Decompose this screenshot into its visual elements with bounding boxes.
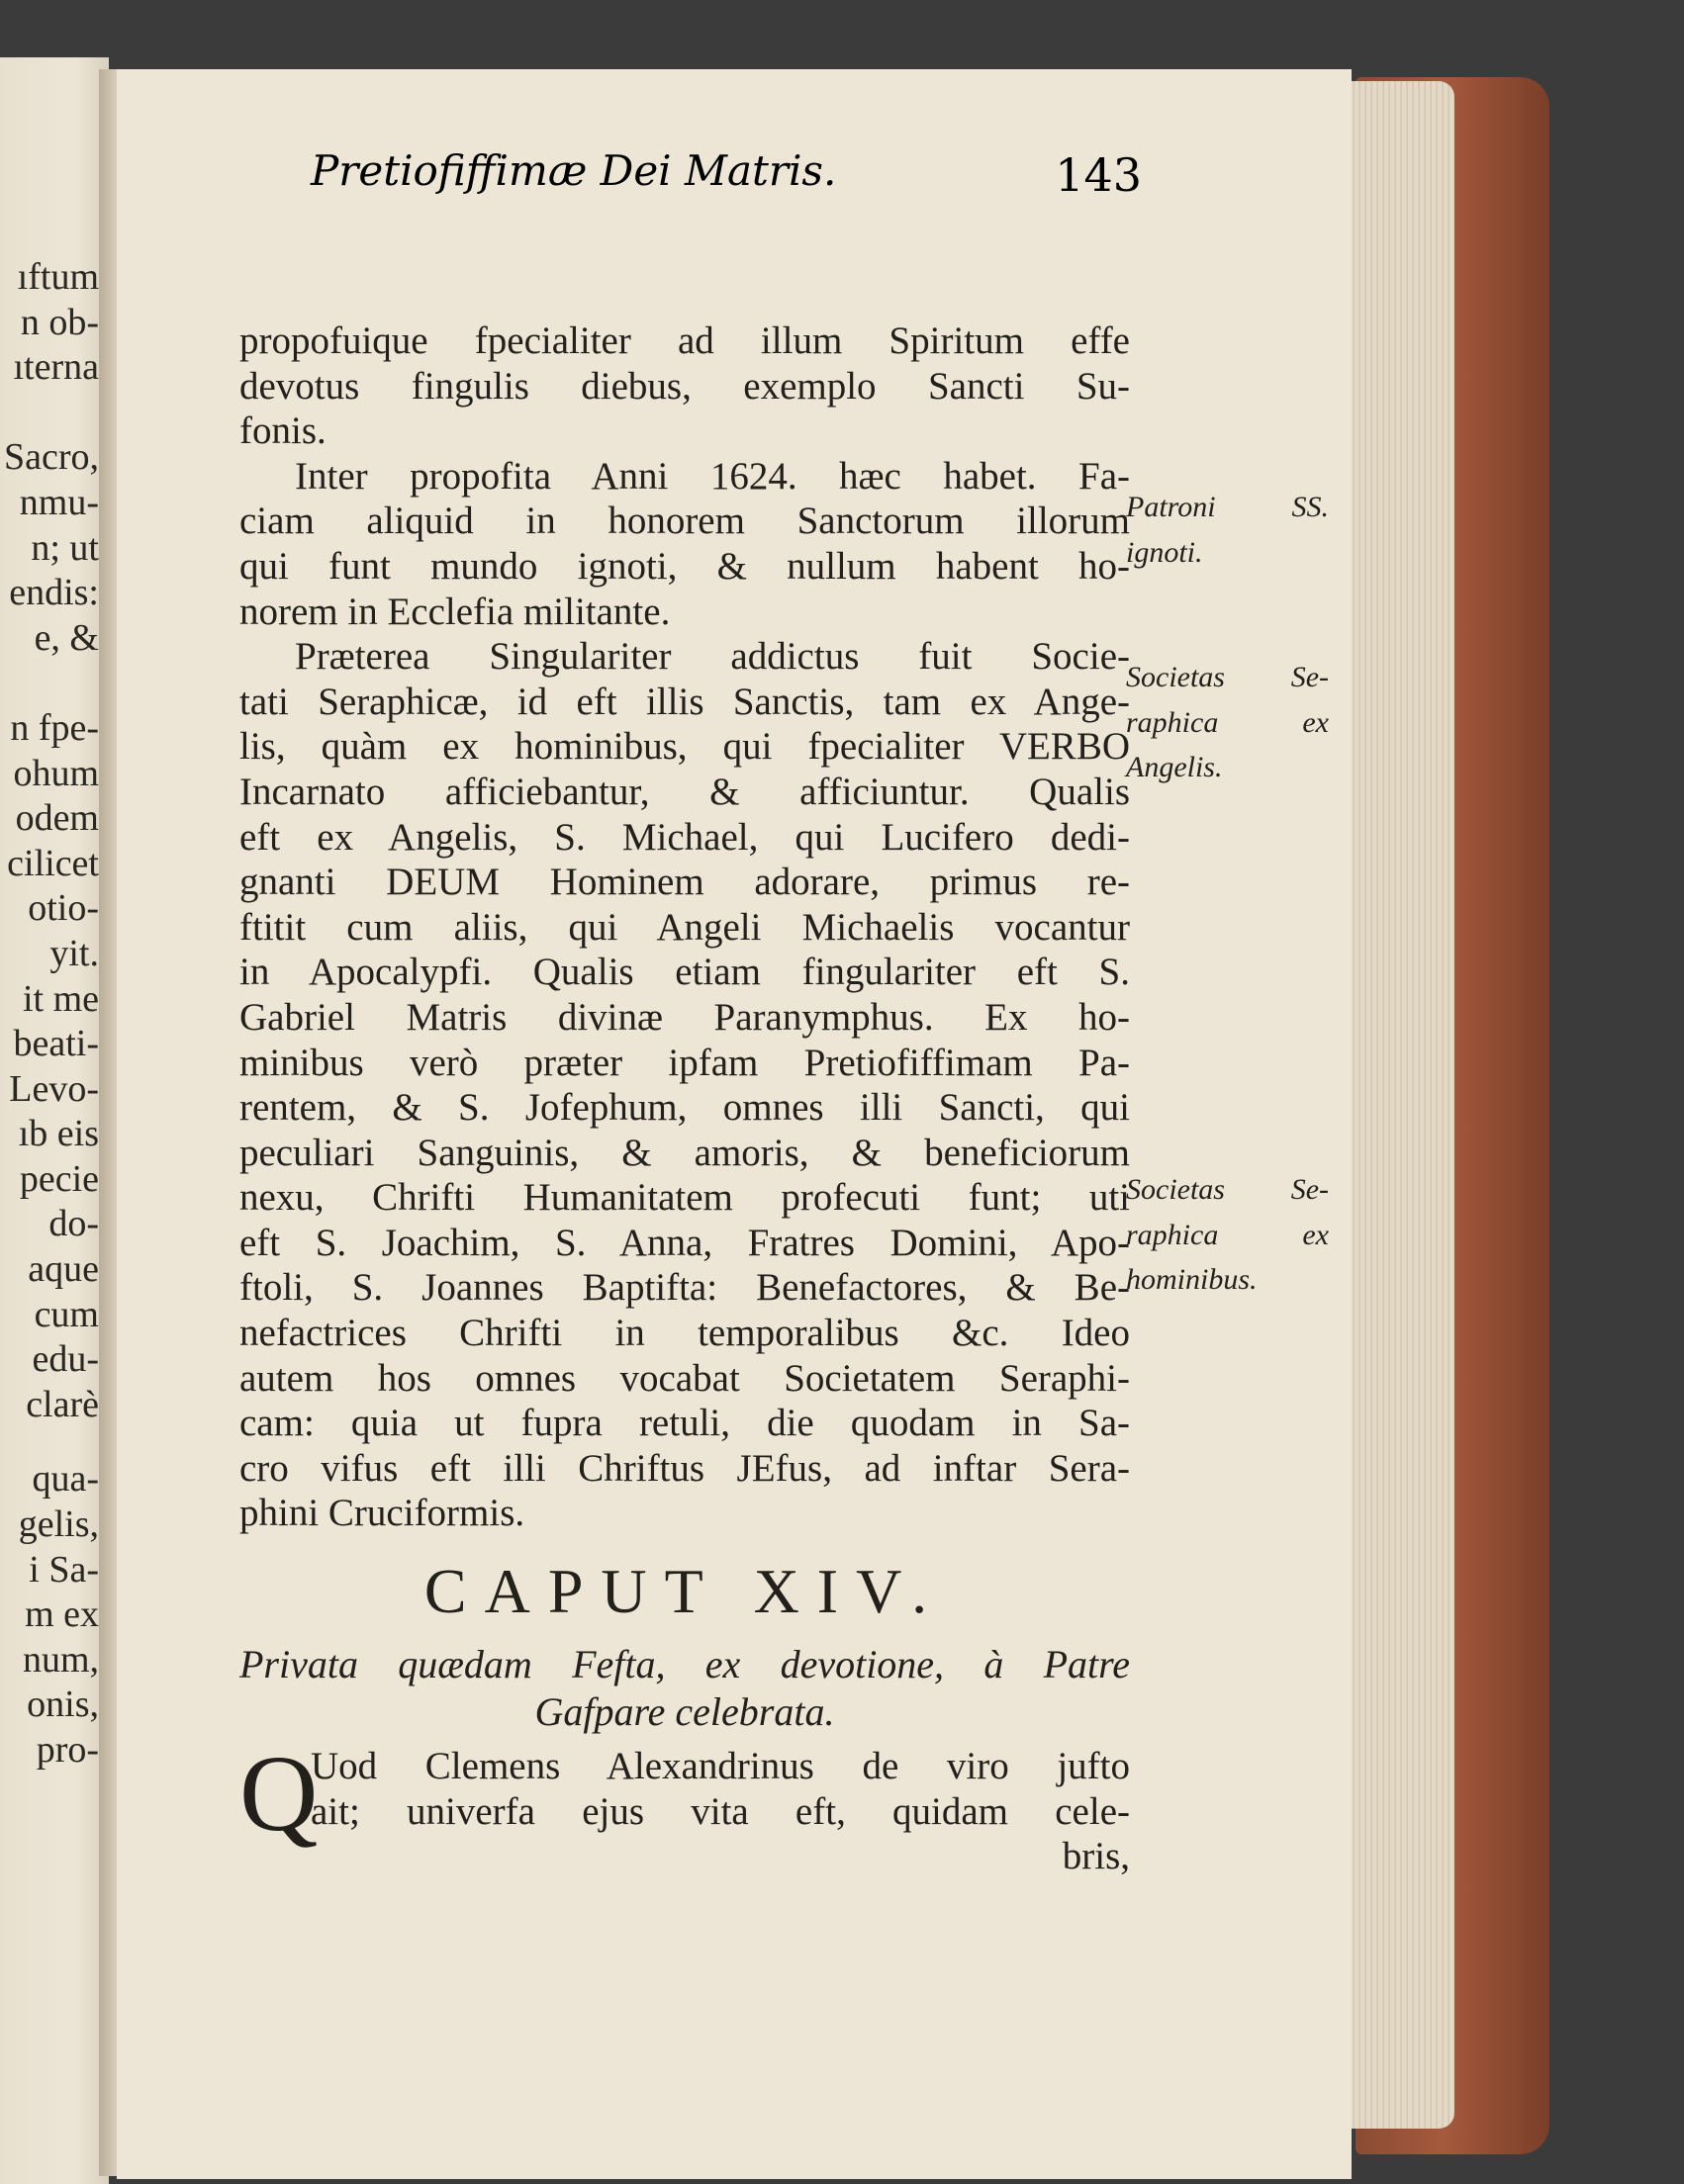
left-page-fragment: Sacro, <box>3 436 99 479</box>
left-page-fragment: onis, <box>27 1684 99 1726</box>
left-page-fragment: do- <box>48 1203 99 1245</box>
left-page-gap <box>0 1427 99 1457</box>
text-line: in Apocalypfi. Qualis etiam fingulariter eft S. <box>239 951 1130 994</box>
margin-note-line: Angelis. <box>1126 751 1223 784</box>
left-page-fragment: qua- <box>32 1458 99 1501</box>
left-page-fragment: m ex <box>25 1593 99 1636</box>
margin-note-line: Societas Se- <box>1126 661 1329 693</box>
left-page-fragment: cum <box>34 1293 99 1335</box>
left-page-fragment: aque <box>28 1248 99 1291</box>
left-page-fragment: n; ut <box>31 526 99 569</box>
text-line: rentem, & S. Jofephum, omnes illi Sancti, qui <box>239 1086 1130 1130</box>
text-line: gnanti DEUM Hominem adorare, primus re- <box>239 861 1130 904</box>
left-page-fragment: clarè <box>26 1383 99 1425</box>
margin-note <box>1126 485 1329 575</box>
left-page-fragment: edu- <box>32 1338 99 1381</box>
left-page <box>0 57 109 2184</box>
text-line: fonis. <box>239 410 327 453</box>
right-page <box>117 69 1352 2179</box>
left-page-fragment: e, & <box>34 616 99 659</box>
left-page-fragment <box>0 661 99 706</box>
text-line: nefactrices Chrifti in temporalibus &c. Ideo <box>239 1312 1130 1355</box>
left-page-fragment: odem <box>15 797 99 840</box>
left-page-fragment: n ob- <box>20 301 99 343</box>
margin-note-line: Societas Se- <box>1126 1173 1329 1206</box>
page-header <box>311 146 1142 206</box>
left-page-fragment: beati- <box>13 1023 99 1065</box>
text-line: devotus fingulis diebus, exemplo Sancti Su- <box>239 364 1130 408</box>
page-number: 143 <box>1055 148 1142 202</box>
left-page-fragment: pecie <box>19 1157 99 1200</box>
left-page-fragment: ıftum <box>17 256 99 298</box>
chapter-subtitle: Privata quædam Fefta, ex devotione, à Patre <box>239 1642 1130 1687</box>
left-page-fragment: num, <box>22 1638 99 1681</box>
margin-note-line: raphica ex <box>1126 1218 1329 1251</box>
text-line: Gabriel Matris divinæ Paranymphus. Ex ho- <box>239 995 1130 1039</box>
left-page-fragment: cilicet <box>7 842 99 884</box>
text-line: phini Cruciformis. <box>239 1492 525 1535</box>
text-line: eft S. Joachim, S. Anna, Fratres Domini, Apo- <box>239 1221 1130 1264</box>
text-lines <box>239 318 1130 1879</box>
left-page-fragment: gelis, <box>18 1503 99 1546</box>
margin-note <box>1126 655 1329 790</box>
text-line: norem in Ecclefia militante. <box>239 590 671 633</box>
text-line: ciam aliquid in honorem Sanctorum illorum <box>239 500 1130 543</box>
left-page-fragment: endis: <box>9 572 99 614</box>
left-page-text <box>0 255 99 1774</box>
margin-note-line: ignoti. <box>1126 535 1203 569</box>
text-line: cro vifus eft illi Chriftus JEfus, ad inftar Sera- <box>239 1446 1130 1490</box>
text-line: ftoli, S. Joannes Baptifta: Benefactores, & Be- <box>239 1266 1130 1310</box>
text-line: Præterea Singulariter addictus fuit Socie- <box>295 635 1130 679</box>
left-page-fragment: ohum <box>13 752 99 794</box>
margin-note <box>1126 1167 1329 1303</box>
margin-note-line: Patroni SS. <box>1126 491 1329 523</box>
opening-paragraph <box>239 1733 1130 1855</box>
text-line: ait; univerfa ejus vita eft, quidam cele- <box>311 1789 1130 1833</box>
text-line: qui funt mundo ignoti, & nullum habent ho- <box>239 544 1130 588</box>
text-line: ftitit cum aliis, qui Angeli Michaelis vocantur <box>239 905 1130 949</box>
drop-cap: Q <box>239 1733 319 1855</box>
left-page-fragment: ıterna <box>13 346 99 389</box>
margin-note-line: hominibus. <box>1126 1263 1258 1297</box>
text-line: cam: quia ut fupra retuli, die quodam in Sa- <box>239 1402 1130 1445</box>
left-page-fragment: pro- <box>36 1729 99 1771</box>
text-line: tati Seraphicæ, id eft illis Sanctis, tam ex Ange- <box>239 680 1130 723</box>
left-page-fragment: nmu- <box>19 481 99 523</box>
text-line: autem hos omnes vocabat Societatem Seraphi- <box>239 1356 1130 1400</box>
margin-note-line: raphica ex <box>1126 705 1329 739</box>
chapter-heading: CAPUT XIV. <box>423 1556 946 1627</box>
left-page-fragment: ıb eis <box>18 1113 99 1155</box>
text-line: propofuique fpecialiter ad illum Spiritum effe <box>239 319 1130 362</box>
catchword: bris, <box>1062 1835 1130 1878</box>
left-page-fragment: otio- <box>28 887 99 930</box>
chapter-subtitle: Gafpare celebrata. <box>534 1689 835 1735</box>
text-line: minibus verò præter ipfam Pretiofiffimam Pa- <box>239 1041 1130 1084</box>
left-page-fragment: yit. <box>49 932 99 974</box>
text-line: eft ex Angelis, S. Michael, qui Lucifero dedi- <box>239 815 1130 859</box>
left-page-fragment: n fpe- <box>10 706 99 749</box>
left-page-fragment: i Sa- <box>29 1548 99 1591</box>
text-line: Uod Clemens Alexandrinus de viro jufto <box>311 1745 1130 1788</box>
text-line: peculiari Sanguinis, & amoris, & beneficiorum <box>239 1131 1130 1174</box>
running-title: Pretiofiffimæ Dei Matris. <box>311 146 837 195</box>
text-line: Incarnato afficiebantur, & afficiuntur. Qualis <box>239 770 1130 813</box>
text-line: nexu, Chrifti Humanitatem profecuti funt; uti <box>239 1176 1130 1220</box>
left-page-fragment: Levo- <box>9 1067 99 1110</box>
text-line: lis, quàm ex hominibus, qui fpecialiter VERBO <box>239 725 1130 769</box>
left-page-fragment: it me <box>22 977 99 1020</box>
left-page-fragment <box>0 391 99 436</box>
text-line: Inter propofita Anni 1624. hæc habet. Fa- <box>295 454 1130 498</box>
